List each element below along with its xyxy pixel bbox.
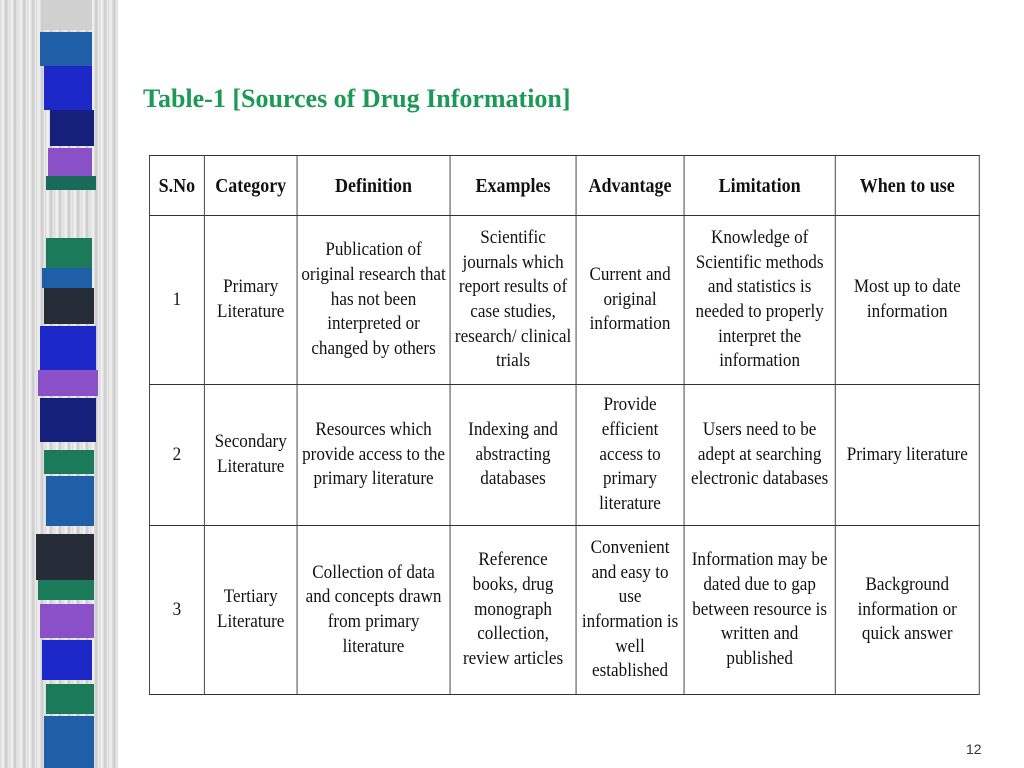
cell-advantage: Convenient and easy to use information is well established [576,526,684,695]
cell-category: Primary Literature [204,216,297,385]
table-row [149,385,979,526]
page-number: 12 [966,741,982,757]
cell-definition: Collection of data and concepts drawn from primary literature [297,526,450,695]
header-examples: Examples [450,156,576,216]
cell-category: Secondary Literature [204,385,297,526]
cell-sno: 1 [149,216,204,385]
table-header-row [149,156,979,216]
header-limitation: Limitation [684,156,835,216]
cell-limitation: Information may be dated due to gap between resource is written and published [684,526,835,695]
cell-sno: 3 [149,526,204,695]
decorative-side-strip [0,0,118,768]
cell-when-to-use: Primary literature [835,385,979,526]
cell-limitation: Knowledge of Scientific methods and statistics is needed to properly interpret the information [684,216,835,385]
table-row [149,526,979,695]
table-row [149,216,979,385]
drug-information-table [149,155,980,695]
cell-definition: Resources which provide access to the primary literature [297,385,450,526]
cell-advantage: Current and original information [576,216,684,385]
cell-examples: Reference books, drug monograph collection, review articles [450,526,576,695]
cell-examples: Scientific journals which report results of case studies, research/ clinical trials [450,216,576,385]
header-when-to-use: When to use [835,156,979,216]
cell-definition: Publication of original research that has not been interpreted or changed by others [297,216,450,385]
header-definition: Definition [297,156,450,216]
cell-category: Tertiary Literature [204,526,297,695]
header-sno: S.No [149,156,204,216]
header-category: Category [204,156,297,216]
header-advantage: Advantage [576,156,684,216]
cell-when-to-use: Most up to date information [835,216,979,385]
cell-advantage: Provide efficient access to primary literature [576,385,684,526]
cell-limitation: Users need to be adept at searching electronic databases [684,385,835,526]
cell-sno: 2 [149,385,204,526]
cell-examples: Indexing and abstracting databases [450,385,576,526]
cell-when-to-use: Background information or quick answer [835,526,979,695]
slide-title: Table-1 [Sources of Drug Information] [143,84,571,113]
